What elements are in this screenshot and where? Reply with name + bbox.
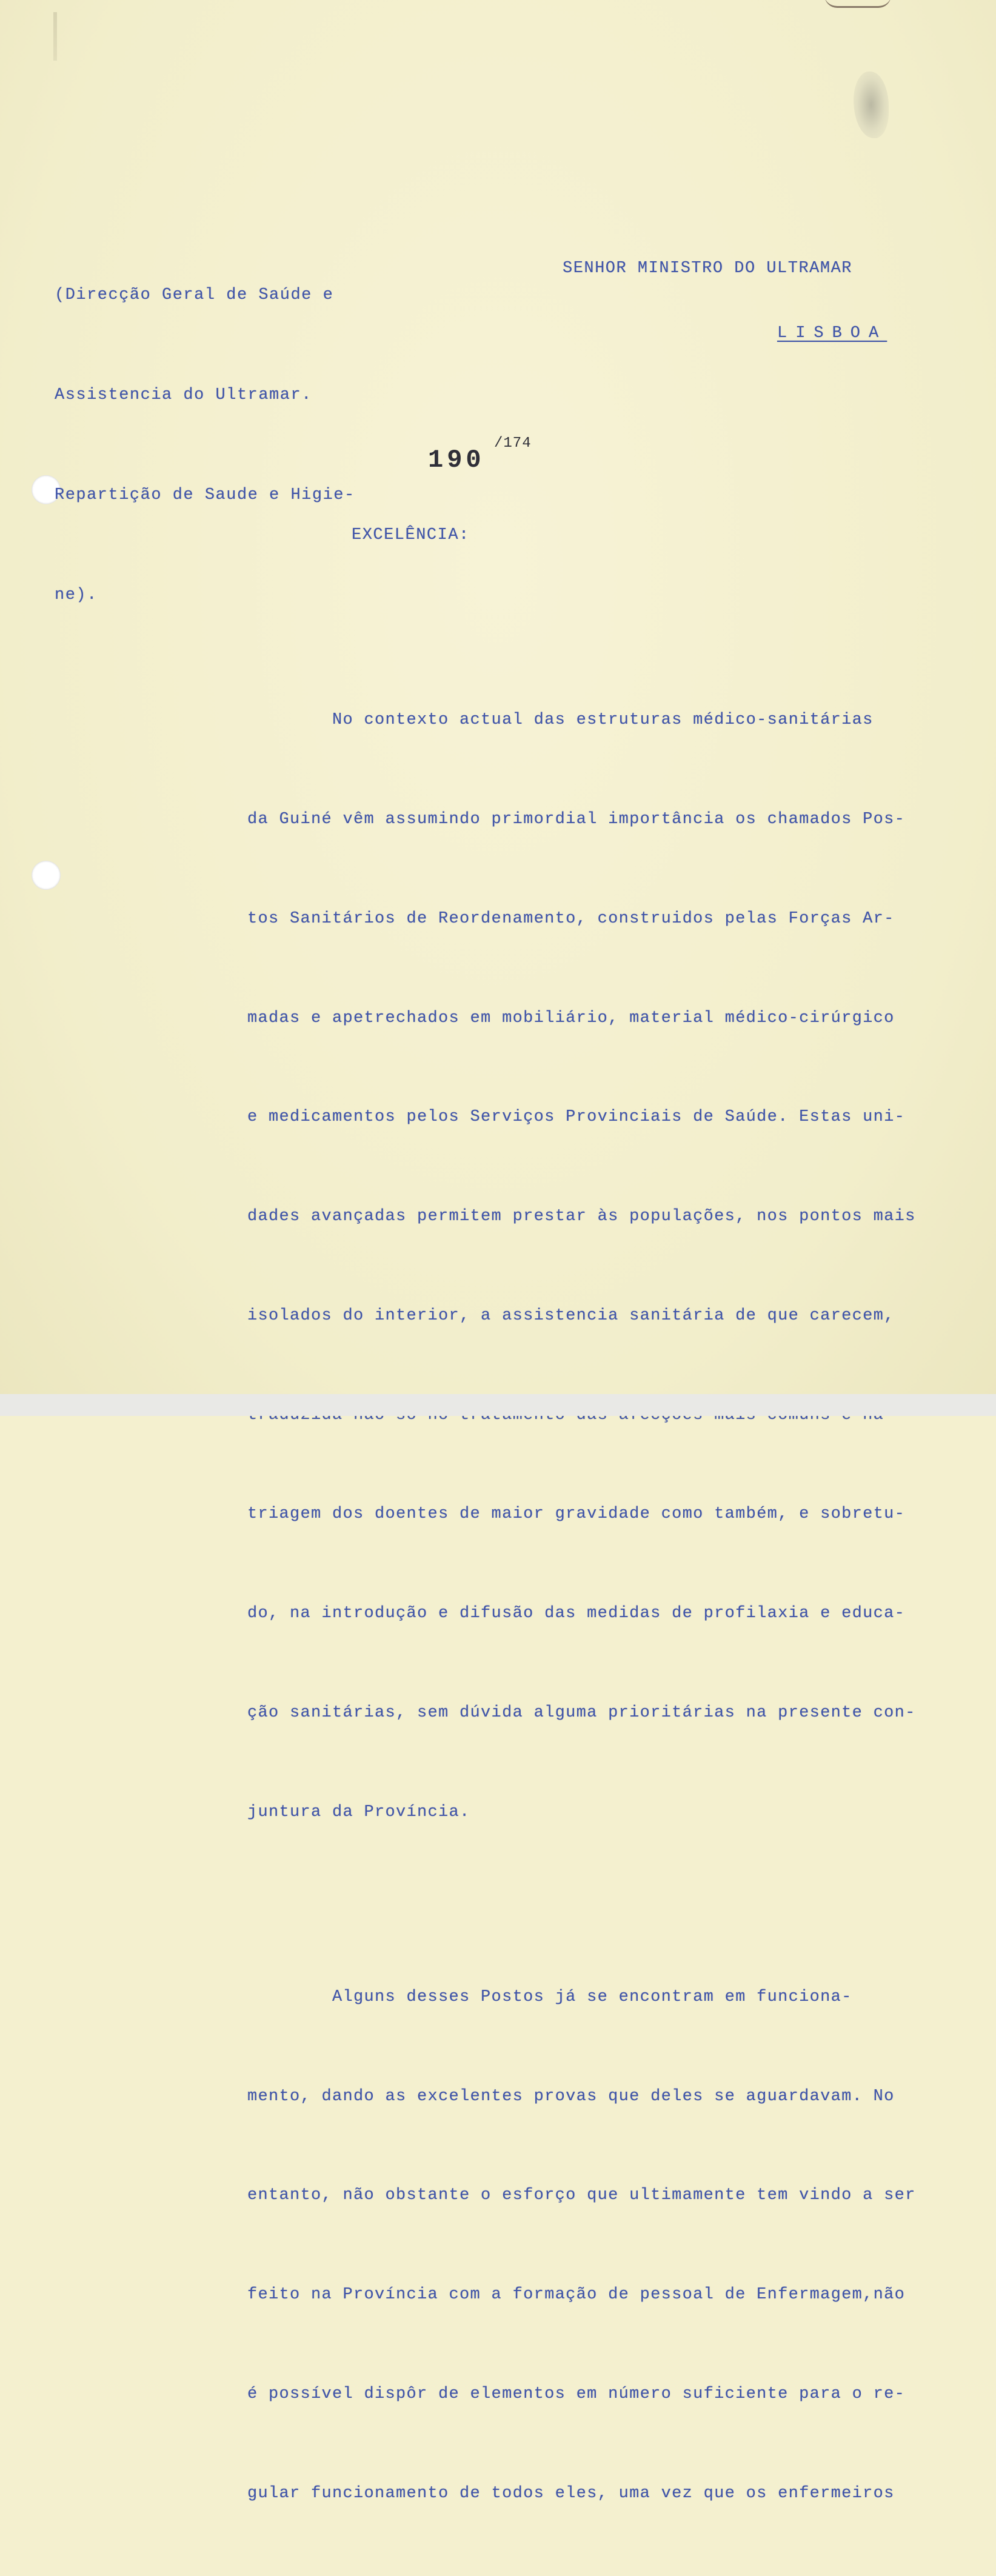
- body-line: Alguns desses Postos já se encontram em funciona-: [247, 1987, 852, 2006]
- recipient-city: LISBOA: [777, 324, 887, 342]
- body-line: tos Sanitários de Reordenamento, construidos pelas Forças Ar-: [247, 909, 895, 928]
- body-line: madas e apetrechados em mobiliário, material médico-cirúrgico: [247, 1009, 895, 1027]
- body-line: do, na introdução e difusão das medidas de profilaxia e educa-: [247, 1604, 906, 1623]
- body-line: No contexto actual das estruturas médico-sanitárias: [247, 711, 874, 730]
- document-number-suffix: /174: [494, 435, 532, 452]
- sender-line: (Direcção Geral de Saúde e: [55, 286, 334, 304]
- body-line: gular funcionamento de todos eles, uma vez que os enfermeiros: [247, 2484, 895, 2503]
- salutation: EXCELÊNCIA:: [352, 526, 470, 544]
- letter-body: [247, 638, 916, 2576]
- sender-line: Assistencia do Ultramar.: [55, 386, 312, 404]
- scan-border: [0, 1394, 996, 1416]
- body-line: da Guiné vêm assumindo primordial importância os chamados Pos-: [247, 810, 906, 829]
- paragraph-gap: [247, 1895, 916, 1915]
- sender-block: [55, 212, 355, 679]
- body-line: ção sanitárias, sem dúvida alguma prioritárias na presente con-: [247, 1704, 916, 1722]
- punch-hole-bottom: [32, 861, 61, 890]
- sender-line: ne).: [55, 586, 98, 604]
- recipient-title: SENHOR MINISTRO DO ULTRAMAR: [563, 259, 852, 278]
- document-number: 190: [428, 445, 485, 475]
- body-line: entanto, não obstante o esforço que ultimamente tem vindo a ser: [247, 2186, 916, 2205]
- body-line: e medicamentos pelos Serviços Provinciais de Saúde. Estas uni-: [247, 1108, 906, 1127]
- smudge-mark: [854, 72, 889, 138]
- body-line: juntura da Província.: [247, 1803, 470, 1821]
- sender-line: Repartição de Saude e Higie-: [55, 486, 355, 504]
- body-line: mento, dando as excelentes provas que deles se aguardavam. No: [247, 2087, 895, 2106]
- body-line: é possível dispôr de elementos em número suficiente para o re-: [247, 2384, 906, 2403]
- body-line: isolados do interior, a assistencia sanitária de que carecem,: [247, 1306, 895, 1325]
- ink-mark-top: [824, 0, 891, 8]
- staple-mark: [53, 12, 57, 61]
- body-line: triagem dos doentes de maior gravidade como também, e sobretu-: [247, 1505, 906, 1524]
- body-line: feito na Província com a formação de pessoal de Enfermagem,não: [247, 2286, 906, 2304]
- body-line: dades avançadas permitem prestar às populações, nos pontos mais: [247, 1207, 916, 1226]
